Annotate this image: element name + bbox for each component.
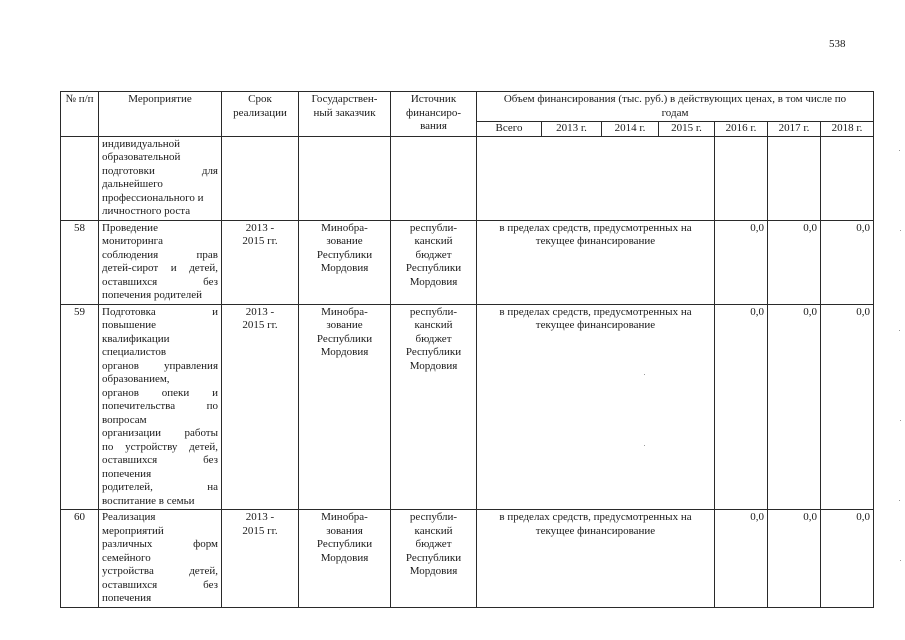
header-num: № п/п [61,92,99,137]
event-line: органов управления [102,359,218,372]
cell-2018: 0,0 [821,220,874,304]
event-line: оставшихся без [102,275,218,288]
cell-funding-note: в пределах средств, предусмотренных на текущее финансирование [477,220,715,304]
scan-speck [900,230,901,231]
cell-2018: 0,0 [821,304,874,510]
page-number: 538 [829,38,846,50]
cell-source: республи- канский бюджет Республики Мордовия [391,510,477,608]
cell-2018: 0,0 [821,510,874,608]
table-row [61,220,874,304]
scan-speck [899,150,900,151]
cell-customer: Минобра- зования Республики Мордовия [299,510,391,608]
scan-speck [900,420,901,421]
event-line: специалистов [102,346,167,358]
event-line: попечения [102,467,152,480]
header-row [61,92,874,122]
event-line: Реализация [102,511,156,523]
cell-period [222,136,299,220]
table-row-continuation [61,136,874,220]
table-row [61,304,874,510]
event-line: попечительства по [102,400,218,412]
cell-customer [299,136,391,220]
cell-num: 59 [61,304,99,510]
cell-2016 [715,136,768,220]
event-line: мероприятий [102,524,164,537]
event-line: квалификации [102,332,170,345]
table-row [61,510,874,608]
header-year-2016: 2016 г. [715,122,768,137]
event-line: личностного роста [102,205,191,217]
event-line: семейного [102,551,151,564]
cell-2017: 0,0 [768,510,821,608]
event-line: дальнейшего [102,178,163,190]
event-line: различных форм [102,538,218,550]
scan-speck [644,445,645,446]
header-event: Мероприятие [99,92,222,137]
cell-2016: 0,0 [715,220,768,304]
cell-event [99,510,222,608]
cell-period: 2013 - 2015 гг. [222,304,299,510]
event-line: попечения родителей [102,289,202,301]
event-line: Подготовка и [102,305,218,318]
cell-2017: 0,0 [768,220,821,304]
cell-2016: 0,0 [715,304,768,510]
event-line: оставшихся без [102,578,218,591]
header-source: Источник финансиро- вания [391,92,477,137]
event-line: индивидуальной [102,137,181,150]
cell-period: 2013 - 2015 гг. [222,220,299,304]
scan-speck [644,374,645,375]
header-year-2015: 2015 г. [659,122,715,137]
event-line: по устройству детей, [102,440,218,453]
cell-funding-note: в пределах средств, предусмотренных на текущее финансирование [477,304,715,510]
cell-source: республи- канский бюджет Республики Мордовия [391,304,477,510]
cell-2017 [768,136,821,220]
cell-num [61,136,99,220]
header-year-2014: 2014 г. [602,122,659,137]
event-line: детей-сирот и детей, [102,262,218,274]
cell-2017: 0,0 [768,304,821,510]
event-line: образовательной [102,151,181,163]
cell-2018 [821,136,874,220]
cell-customer: Минобра- зование Республики Мордовия [299,220,391,304]
cell-source [391,136,477,220]
event-line: Проведение [102,221,158,234]
scan-speck [899,500,900,501]
cell-funding-note: в пределах средств, предусмотренных на текущее финансирование [477,510,715,608]
event-line: профессионального и [102,191,204,204]
event-line: устройства детей, [102,565,218,577]
cell-num: 58 [61,220,99,304]
event-line: оставшихся без [102,454,218,466]
event-line: организации работы [102,427,218,439]
event-line: родителей, на [102,481,218,493]
scan-speck [900,560,901,561]
event-line: мониторинга [102,235,164,247]
financing-table [60,91,874,608]
header-period: Срок реализации [222,92,299,137]
event-line: органов опеки и [102,386,218,399]
header-year-2013: 2013 г. [542,122,602,137]
cell-num: 60 [61,510,99,608]
header-year-2018: 2018 г. [821,122,874,137]
header-year-2017: 2017 г. [768,122,821,137]
event-line: попечения [102,592,152,604]
cell-event [99,220,222,304]
event-line: воспитание в семьи [102,494,195,507]
header-volume: Объем финансирования (тыс. руб.) в действующих ценах, в том числе по годам [477,92,874,122]
event-line: соблюдения прав [102,248,218,261]
event-line: подготовки для [102,164,218,177]
cell-event [99,304,222,510]
cell-2016: 0,0 [715,510,768,608]
header-total: Всего [477,122,542,137]
cell-period: 2013 - 2015 гг. [222,510,299,608]
cell-source: республи- канский бюджет Республики Мордовия [391,220,477,304]
cell-event [99,136,222,220]
cell-funding-note [477,136,715,220]
event-line: повышение [102,319,156,331]
event-line: вопросам [102,413,147,426]
cell-customer: Минобра- зование Республики Мордовия [299,304,391,510]
event-line: образованием, [102,373,170,385]
header-customer: Государствен- ный заказчик [299,92,391,137]
scan-speck [899,330,900,331]
